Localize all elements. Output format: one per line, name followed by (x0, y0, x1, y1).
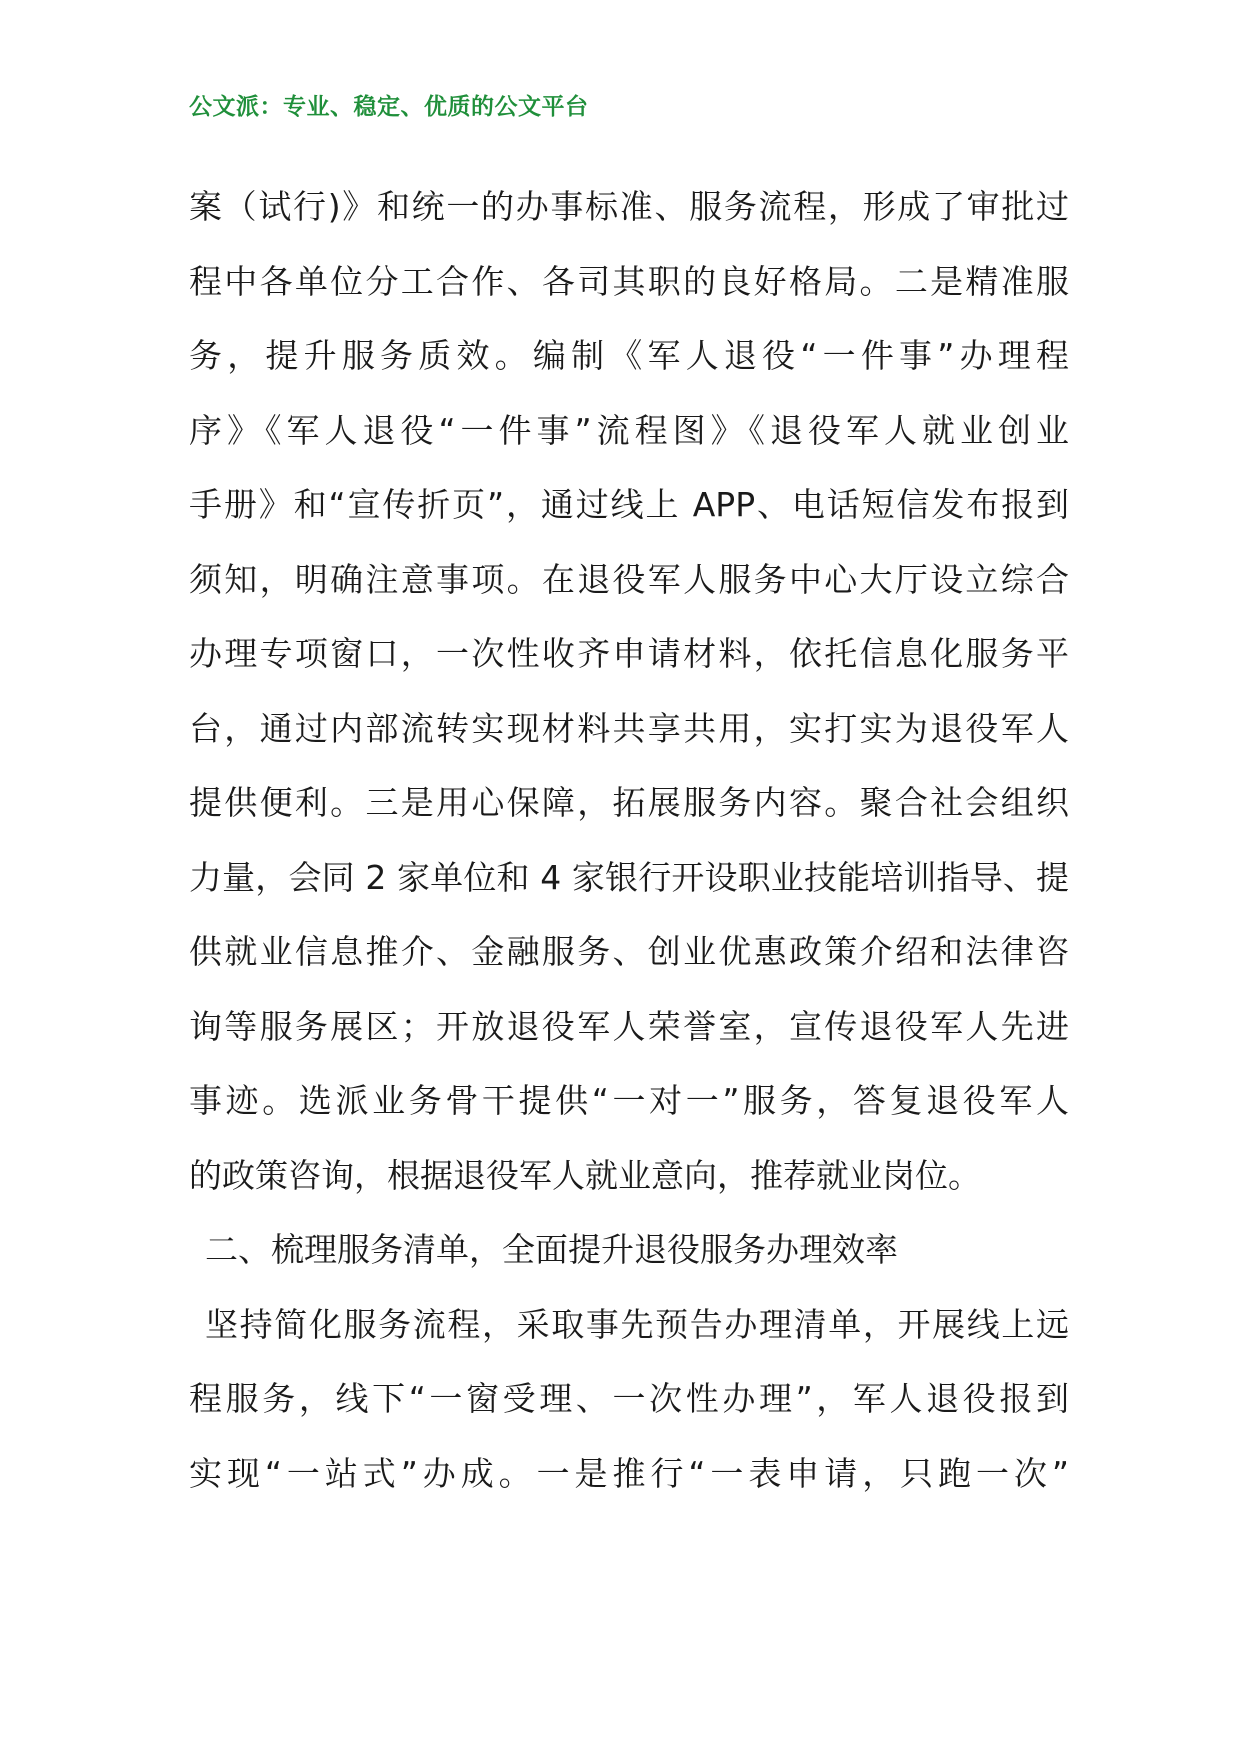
paragraph-line: 实现“一站式”办成。一是推行“一表申请，只跑一次” (189, 1453, 1069, 1493)
paragraph-line: 的政策咨询，根据退役军人就业意向，推荐就业岗位。 (189, 1155, 981, 1195)
document-body (189, 170, 1069, 1511)
paragraph-line: 供就业信息推介、金融服务、创业优惠政策介绍和法律咨 (189, 932, 1069, 971)
paragraph-line: 程中各单位分工合作、各司其职的良好格局。二是精准服 (189, 261, 1069, 301)
paragraph-line: 事迹。选派业务骨干提供“一对一”服务，答复退役军人 (189, 1081, 1069, 1120)
paragraph-line: 程服务，线下“一窗受理、一次性办理”，军人退役报到 (189, 1379, 1069, 1418)
paragraph-line: 台，通过内部流转实现材料共享共用，实打实为退役军人 (189, 708, 1069, 748)
paragraph-line: 办理专项窗口，一次性收齐申请材料，依托信息化服务平 (189, 634, 1069, 673)
paragraph-line: 询等服务展区；开放退役军人荣誉室，宣传退役军人先进 (189, 1006, 1069, 1046)
paragraph-line: 案（试行)》和统一的办事标准、服务流程，形成了审批过 (189, 187, 1069, 226)
paragraph-line: 务，提升服务质效。编制《军人退役“一件事”办理程 (189, 336, 1069, 375)
paragraph-line: 坚持简化服务流程，采取事先预告办理清单，开展线上远 (205, 1304, 1069, 1344)
section-heading: 二、梳理服务清单，全面提升退役服务办理效率 (205, 1230, 898, 1269)
paragraph-line: 手册》和“宣传折页”，通过线上 APP、电话短信发布报到 (189, 485, 1069, 524)
paragraph-line: 力量，会同 2 家单位和 4 家银行开设职业技能培训指导、提 (189, 857, 1069, 897)
paragraph-line: 提供便利。三是用心保障，拓展服务内容。聚合社会组织 (189, 783, 1069, 822)
site-header-title: 公文派：专业、稳定、优质的公文平台 (189, 93, 589, 120)
paragraph-line: 序》《军人退役“一件事”流程图》《退役军人就业创业 (189, 410, 1069, 450)
paragraph-line: 须知，明确注意事项。在退役军人服务中心大厅设立综合 (189, 559, 1069, 599)
